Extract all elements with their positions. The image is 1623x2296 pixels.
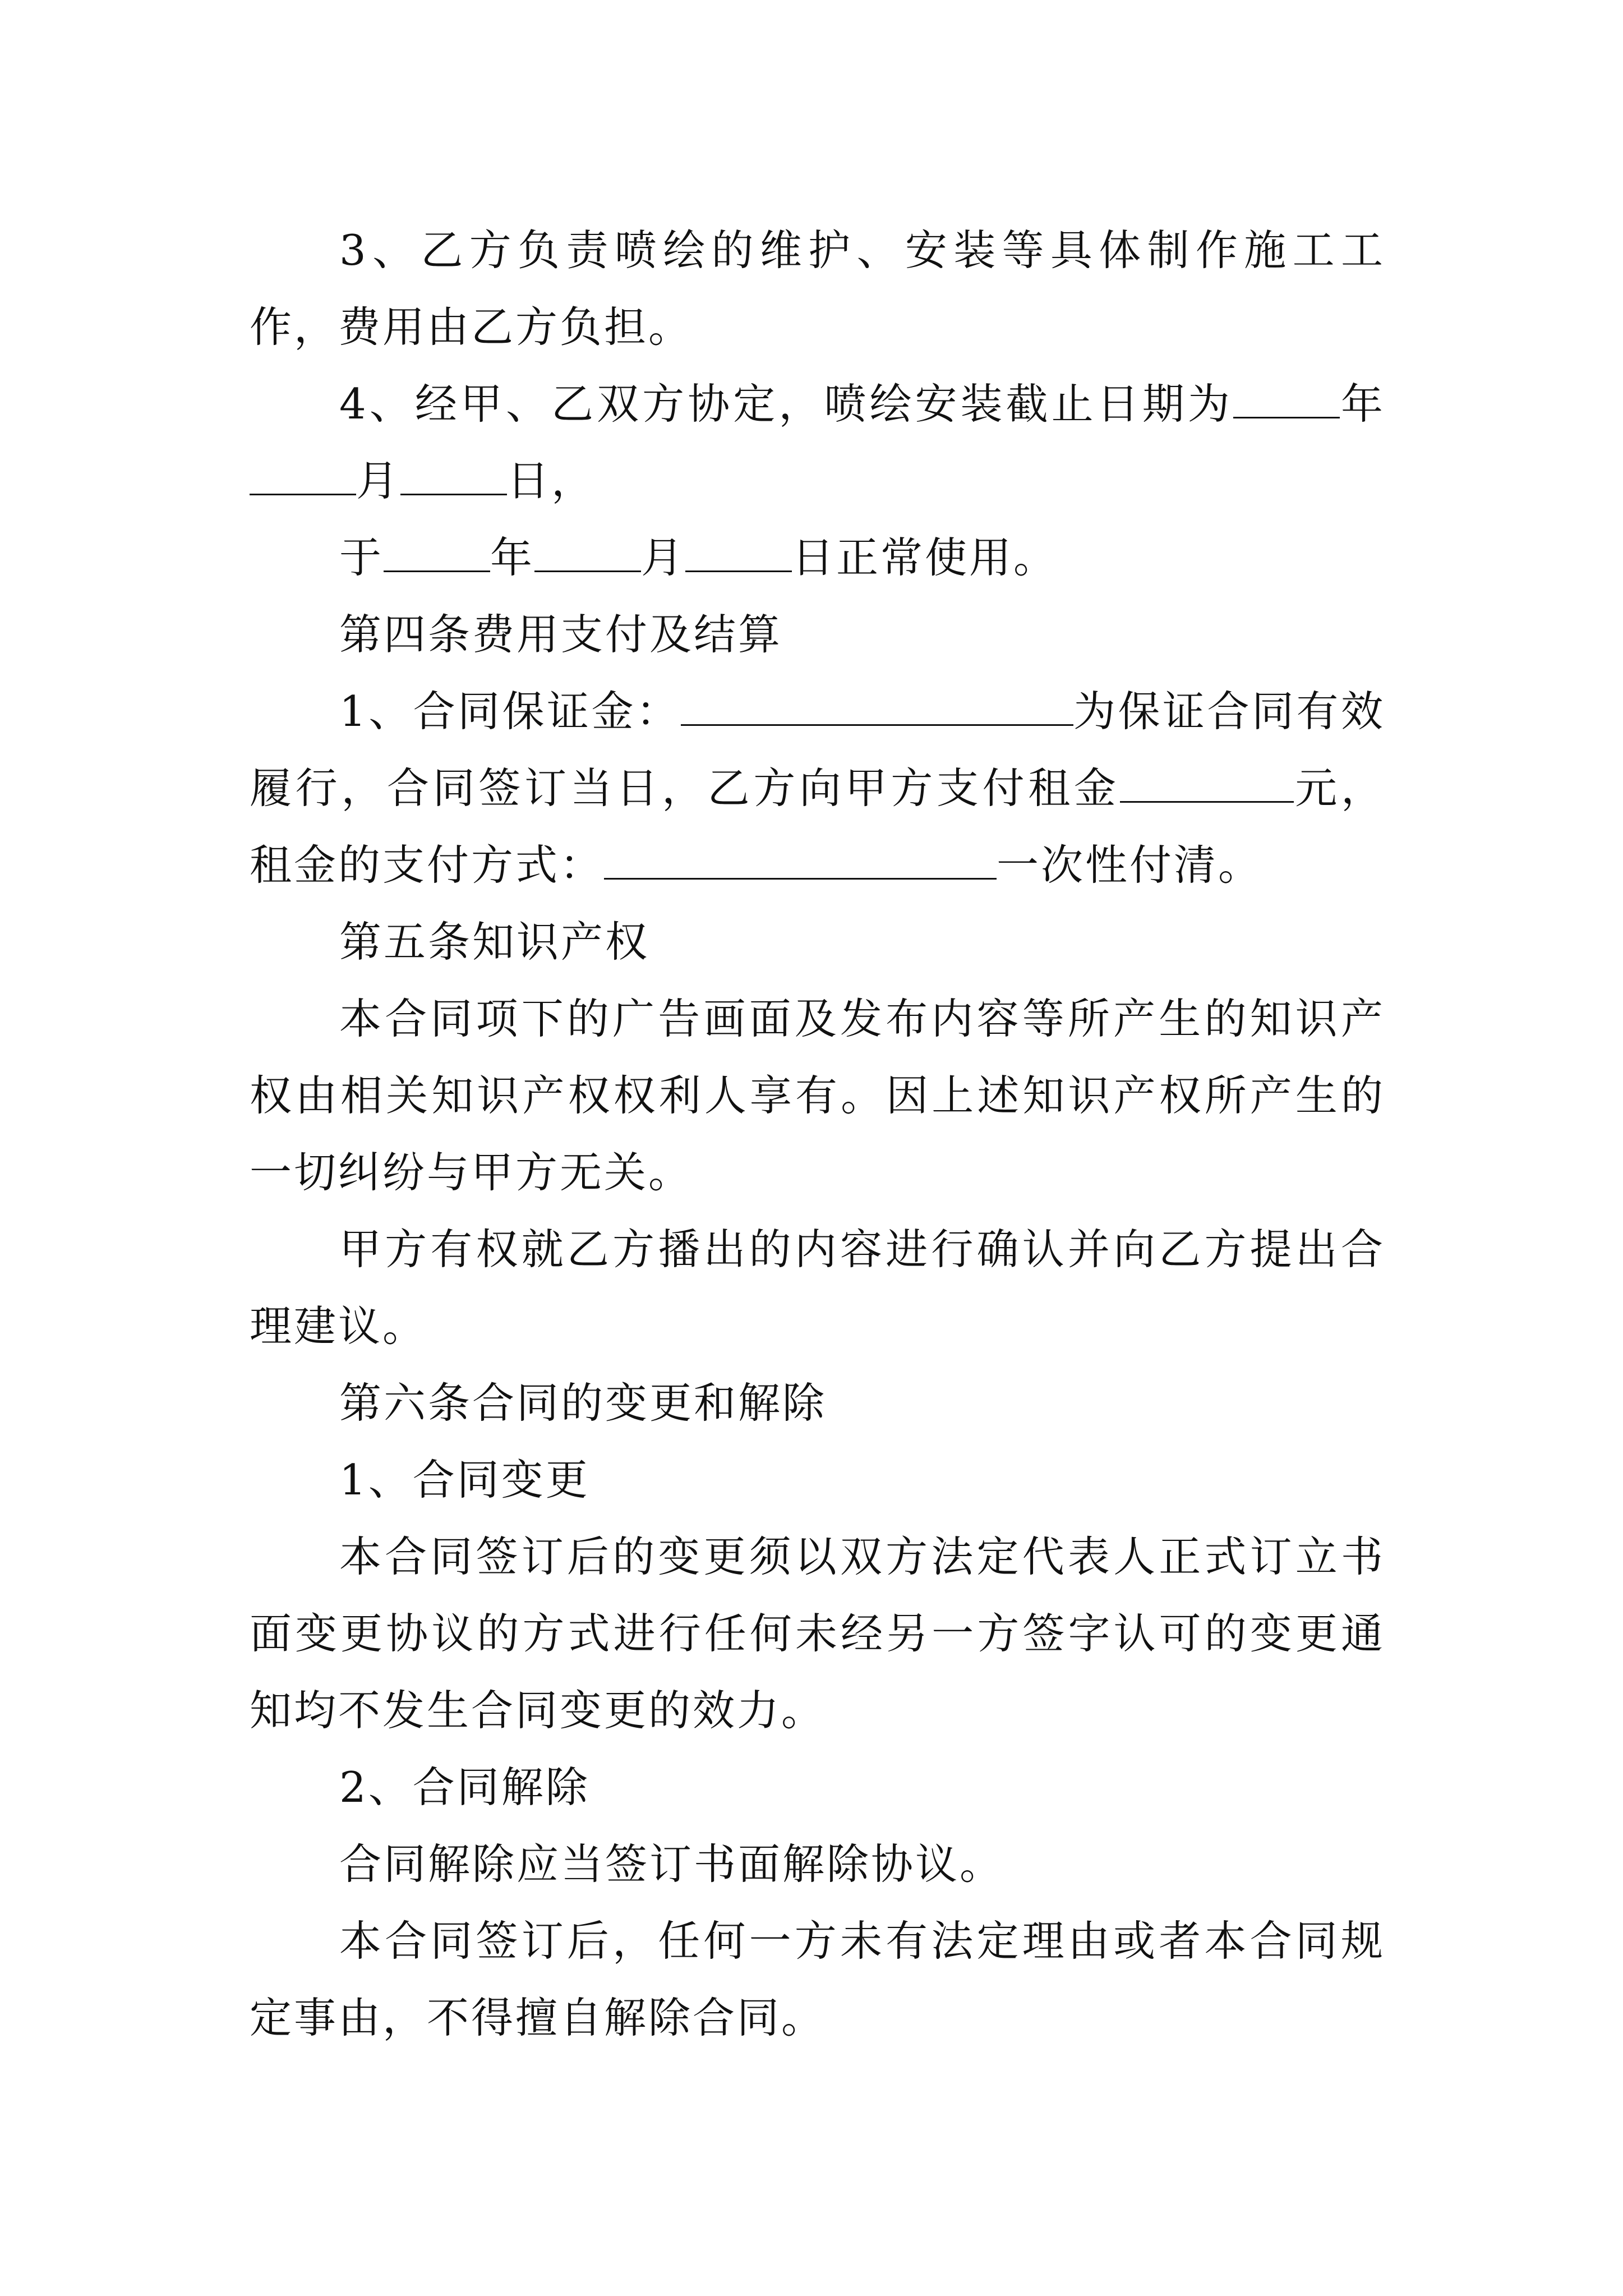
month-label: 月 <box>356 456 401 505</box>
termination-restriction-paragraph: 本合同签订后，任何一方未有法定理由或者本合同规定事由，不得擅自解除合同。 <box>250 1916 1385 2042</box>
ip-paragraph: 本合同项下的广告画面及发布内容等所产生的知识产权由相关知识产权权利人享有。因上述知识产权所产生的一切纠纷与甲方无关。 <box>250 994 1385 1197</box>
usage-prefix: 于 <box>339 533 384 582</box>
clause-4-text: 4、经甲、乙双方协定，喷绘安装截止日期为 <box>339 379 1233 429</box>
document-body <box>250 212 1385 2056</box>
blank-usage-day-field <box>685 531 792 572</box>
deposit-paragraph <box>250 673 1385 904</box>
blank-usage-month-field <box>534 531 641 572</box>
day-label: 日， <box>507 456 596 505</box>
blank-year-field <box>1233 377 1340 418</box>
year-label: 年 <box>1339 379 1385 429</box>
blank-day-field <box>400 454 507 495</box>
termination-agreement-paragraph: 合同解除应当签订书面解除协议。 <box>339 1839 1004 1889</box>
blank-month-field <box>250 454 356 495</box>
payment-suffix: 一次性付清。 <box>997 840 1263 890</box>
article-6-heading: 第六条合同的变更和解除 <box>339 1378 827 1428</box>
blank-usage-year-field <box>384 531 490 572</box>
usage-month-label: 月 <box>641 533 686 582</box>
blank-payment-method-field <box>604 838 997 880</box>
usage-date-paragraph <box>250 519 1385 596</box>
blank-rent-amount-field <box>1120 761 1294 803</box>
deposit-label: 1、合同保证金： <box>339 687 681 736</box>
deposit-text: 为保证合同有效履行，合同签订当日，乙方向甲方支付租金 <box>250 687 1385 813</box>
contract-change-paragraph: 本合同签订后的变更须以双方法定代表人正式订立书面变更协议的方式进行任何未经另一方签字认可的变更通知均不发生合同变更的效力。 <box>250 1532 1385 1735</box>
blank-deposit-field <box>681 684 1073 726</box>
confirmation-paragraph: 甲方有权就乙方播出的内容进行确认并向乙方提出合理建议。 <box>250 1225 1385 1351</box>
contract-change-subheading: 1、合同变更 <box>339 1455 590 1504</box>
usage-day-label: 日正常使用。 <box>792 533 1058 582</box>
clause-3-paragraph: 3、乙方负责喷绘的维护、安装等具体制作施工工作，费用由乙方负担。 <box>250 226 1385 352</box>
article-5-heading: 第五条知识产权 <box>339 917 650 967</box>
contract-termination-subheading: 2、合同解除 <box>339 1763 590 1812</box>
clause-4-paragraph <box>250 366 1385 519</box>
usage-year-label: 年 <box>490 533 535 582</box>
payment-method-label: 元，租金的支付方式： <box>250 763 1385 890</box>
article-4-heading: 第四条费用支付及结算 <box>339 610 783 659</box>
